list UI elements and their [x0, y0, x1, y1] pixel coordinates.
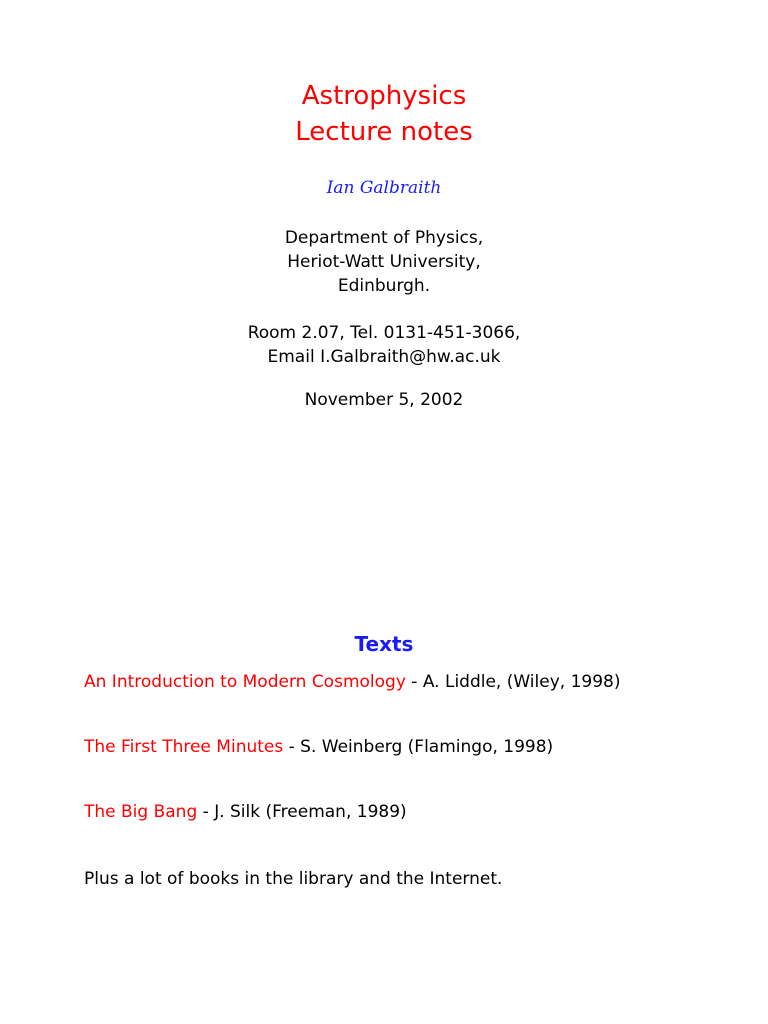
reference-item — [84, 735, 553, 759]
contact-email: Email I.Galbraith@hw.ac.uk — [267, 347, 501, 367]
texts-heading: Texts — [354, 632, 414, 656]
contact-room-phone: Room 2.07, Tel. 0131-451-3066, — [247, 323, 521, 343]
contact-info — [0, 321, 768, 369]
title-line-2: Lecture notes — [295, 117, 473, 147]
author-name: Ian Galbraith — [326, 178, 442, 198]
closing-note: Plus a lot of books in the library and the Internet. — [84, 869, 503, 889]
reference-details: - S. Weinberg (Flamingo, 1998) — [283, 737, 554, 757]
affiliation-department: Department of Physics, — [284, 228, 484, 248]
reference-item — [84, 800, 407, 824]
title-line-1: Astrophysics — [301, 81, 467, 111]
reference-title: The Big Bang — [84, 802, 198, 822]
reference-title: An Introduction to Modern Cosmology — [84, 672, 406, 692]
reference-title: The First Three Minutes — [84, 737, 284, 757]
affiliation — [0, 226, 768, 298]
affiliation-university: Heriot-Watt University, — [287, 252, 481, 272]
affiliation-city: Edinburgh. — [337, 276, 431, 296]
reference-item — [84, 670, 620, 694]
reference-details: - A. Liddle, (Wiley, 1998) — [405, 672, 621, 692]
reference-details: - J. Silk (Freeman, 1989) — [197, 802, 407, 822]
document-date: November 5, 2002 — [304, 390, 464, 410]
document-title — [0, 78, 768, 150]
